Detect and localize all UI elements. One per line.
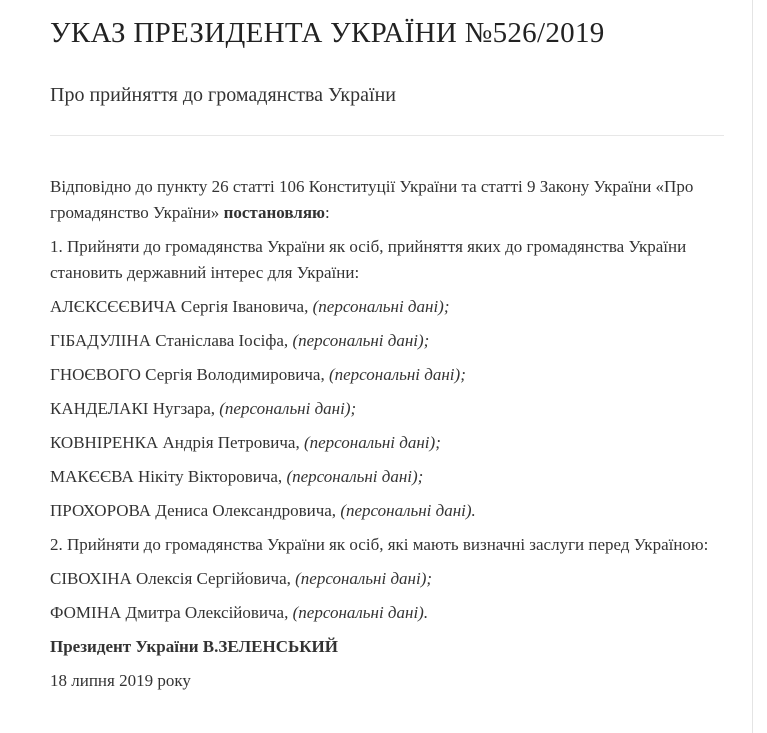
section2-intro: 2. Прийняти до громадянства України як осіб, які мають визначні заслуги перед Україною: [50,535,709,554]
preamble-colon: : [325,203,330,222]
page-title: УКАЗ ПРЕЗИДЕНТА УКРАЇНИ №526/2019 [50,17,605,49]
person-row [50,328,724,354]
person-row [50,396,724,422]
person-note: (персональні дані); [303,433,441,452]
person-name: СІВОХІНА Олексія Сергійовича, [50,569,291,588]
person-name: АЛЄКСЄЄВИЧА Сергія Івановича, [50,297,309,316]
person-row [50,464,724,490]
signature-line: Президент України В.ЗЕЛЕНСЬКИЙ [50,637,338,656]
person-row [50,566,724,592]
preamble-bold: постановляю [223,203,326,222]
person-note: (персональні дані). [340,501,476,520]
person-note: (персональні дані); [295,569,433,588]
person-name: ФОМІНА Дмитра Олексійовича, [50,603,289,622]
person-row [50,600,724,626]
person-row [50,498,724,524]
date-line: 18 липня 2019 року [50,671,191,690]
preamble-lead: Відповідно до пункту 26 статті 106 Конституції України та статті 9 Закону України «Про громадянство України» [50,177,694,222]
person-note: (персональні дані); [312,297,450,316]
person-note: (персональні дані); [292,331,430,350]
content-right-border [752,0,753,733]
person-note: (персональні дані); [286,467,424,486]
person-note: (персональні дані). [292,603,429,622]
header-divider [50,135,724,136]
person-name: КАНДЕЛАКІ Нугзара, [50,399,216,418]
person-note: (персональні дані); [328,365,466,384]
person-note: (персональні дані); [219,399,357,418]
section1-intro: 1. Прийняти до громадянства України як осіб, прийняття яких до громадянства України становить державний інтерес для України: [50,237,687,282]
decree-body [50,174,724,694]
person-name: ГНОЄВОГО Сергія Володимировича, [50,365,325,384]
person-row [50,294,724,320]
page-subtitle: Про прийняття до громадянства України [50,84,396,106]
person-name: КОВНІРЕНКА Андрія Петровича, [50,433,300,452]
person-row [50,362,724,388]
person-name: ГІБАДУЛІНА Станіслава Іосіфа, [50,331,289,350]
person-row [50,430,724,456]
person-name: МАКЄЄВА Нікіту Вікторовича, [50,467,283,486]
preamble-paragraph [50,174,724,226]
person-name: ПРОХОРОВА Дениса Олександровича, [50,501,337,520]
